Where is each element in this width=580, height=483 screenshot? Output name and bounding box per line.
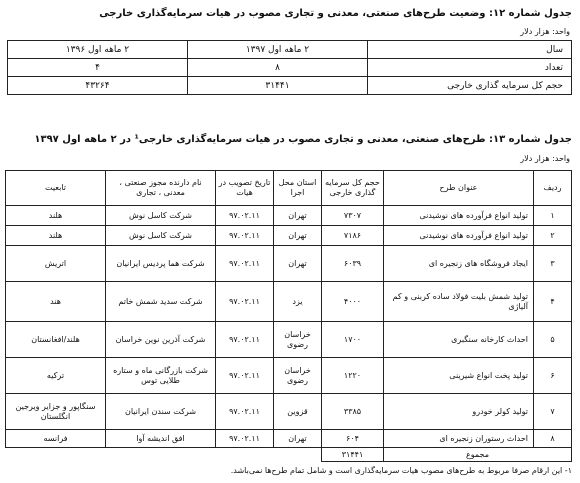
table13-cell: تهران (274, 246, 322, 282)
table13-cell: هند (6, 282, 106, 322)
table13-cell: ۹۷.۰۲.۱۱ (216, 226, 274, 246)
table13-cell: ۱ (534, 206, 572, 226)
table13-header-cell: حجم کل سرمایه گذاری خارجی (322, 171, 384, 206)
table13-cell: ترکیه (6, 358, 106, 394)
table-row (6, 246, 572, 282)
table13-cell: ۴ (534, 282, 572, 322)
table13-cell: هلند/افغانستان (6, 322, 106, 358)
table13-cell: ایجاد فروشگاه های زنجیره ای (384, 246, 534, 282)
table13-header-cell: عنوان طرح (384, 171, 534, 206)
table13-cell: شرکت سندن ایرانیان (106, 394, 216, 430)
table12-unit: واحد: هزار دلار (520, 27, 570, 36)
table-row (6, 282, 572, 322)
table13-cell: شرکت آذرین نوین خراسان (106, 322, 216, 358)
table13-cell: سنگاپور و جزایر ویرجین انگلستان (6, 394, 106, 430)
table12 (7, 40, 572, 95)
table13-cell: تولید انواع فرآورده های نوشیدنی (384, 226, 534, 246)
table-row (6, 394, 572, 430)
table13-cell: تولید کولر خودرو (384, 394, 534, 430)
table13-header-cell: نام دارنده مجوز صنعتی ، معدنی ، تجاری (106, 171, 216, 206)
table13-cell: ۳ (534, 246, 572, 282)
table12-header-cell: سال (368, 41, 572, 59)
table13-cell: افق اندیشه آوا (106, 430, 216, 448)
table13-cell: ۲ (534, 226, 572, 246)
table13-cell: شرکت بازرگانی ماه و ستاره طلایی توس (106, 358, 216, 394)
table13-cell: خراسان رضوی (274, 322, 322, 358)
table13-cell: تولید پخت انواع شیرینی (384, 358, 534, 394)
table13-unit: واحد: هزار دلار (520, 154, 570, 163)
footnote: ۱- این ارقام صرفا مربوط به طرح‌های مصوب هیات سرمایه‌گذاری است و شامل تمام طرح‌ها نمی‌باشد. (230, 466, 572, 475)
table-row (6, 358, 572, 394)
table13-cell: ۹۷.۰۲.۱۱ (216, 394, 274, 430)
table12-header-cell: ۲ ماهه اول ۱۳۹۶ (8, 41, 188, 59)
table13-cell: شرکت سدید شمش خاتم (106, 282, 216, 322)
table13-cell: خراسان رضوی (274, 358, 322, 394)
table13-cell: قزوین (274, 394, 322, 430)
table13-cell: ۶ (534, 358, 572, 394)
table13-cell: یزد (274, 282, 322, 322)
table13-total-label: مجموع (384, 448, 572, 462)
table13-cell: ۵ (534, 322, 572, 358)
table13-cell: ۸ (534, 430, 572, 448)
table12-cell: ۳۱۴۴۱ (188, 77, 368, 95)
table12-cell: حجم کل سرمایه گذاری خارجی (368, 77, 572, 95)
table13-header-row (6, 171, 572, 206)
table13 (5, 170, 572, 462)
table12-row (8, 77, 572, 95)
table12-caption: جدول شماره ۱۲: وضعیت طرح‌های صنعتی، معدنی و تجاری مصوب در هیات سرمایه‌گذاری خارجی (99, 8, 572, 19)
table13-cell: احداث کارخانه سنگبری (384, 322, 534, 358)
table13-cell: تهران (274, 206, 322, 226)
table13-cell: تولید انواع فرآورده های نوشیدنی (384, 206, 534, 226)
table12-row (8, 59, 572, 77)
table12-cell: تعداد (368, 59, 572, 77)
table-row (6, 430, 572, 448)
table13-cell: ۳۳۸۵ (322, 394, 384, 430)
table13-cell: ۹۷.۰۲.۱۱ (216, 246, 274, 282)
table13-cell: تهران (274, 226, 322, 246)
table13-cell: ۹۷.۰۲.۱۱ (216, 282, 274, 322)
table13-cell: ۹۷.۰۲.۱۱ (216, 322, 274, 358)
table13-cell: هلند (6, 206, 106, 226)
table13-cell: فرانسه (6, 430, 106, 448)
table13-cell: ۶۰۴ (322, 430, 384, 448)
table13-cell: ۱۲۲۰ (322, 358, 384, 394)
table13-cell: ۷۳۰۷ (322, 206, 384, 226)
table13-cell: ۹۷.۰۲.۱۱ (216, 206, 274, 226)
table13-cell: ۷۱۸۶ (322, 226, 384, 246)
table-row (6, 226, 572, 246)
table13-cell: ۶۰۳۹ (322, 246, 384, 282)
table13-cell: تهران (274, 430, 322, 448)
table12-header-cell: ۲ ماهه اول ۱۳۹۷ (188, 41, 368, 59)
table-row (6, 322, 572, 358)
table12-cell: ۴۳۲۶۴ (8, 77, 188, 95)
table13-cell: شرکت کاسل نوش (106, 206, 216, 226)
table13-header-cell: ردیف (534, 171, 572, 206)
table13-header-cell: تاریخ تصویب در هیات (216, 171, 274, 206)
table13-cell: اتریش (6, 246, 106, 282)
table12-header-row (8, 41, 572, 59)
table13-cell: ۱۷۰۰ (322, 322, 384, 358)
table13-total-value: ۳۱۴۴۱ (322, 448, 384, 462)
table13-header-cell: تابعیت (6, 171, 106, 206)
table13-cell: ۴۰۰۰ (322, 282, 384, 322)
table13-cell: احداث رستوران زنجیره ای (384, 430, 534, 448)
table13-total-row (6, 448, 572, 462)
table13-cell: ۷ (534, 394, 572, 430)
table13-total-blank (6, 448, 322, 462)
table13-cell: شرکت هما پردیس ایرانیان (106, 246, 216, 282)
table13-header-cell: استان محل اجرا (274, 171, 322, 206)
table13-cell: ۹۷.۰۲.۱۱ (216, 358, 274, 394)
table13-caption: جدول شماره ۱۳: طرح‌های صنعتی، معدنی و تجاری مصوب در هیات سرمایه‌گذاری خارجی¹ در ۲ ماهه اول ۱۳۹۷ (34, 134, 572, 145)
table-row (6, 206, 572, 226)
table13-cell: هلند (6, 226, 106, 246)
table12-cell: ۸ (188, 59, 368, 77)
table13-cell: تولید شمش بلیت فولاد ساده کربنی و کم آلیاژی (384, 282, 534, 322)
table12-cell: ۴ (8, 59, 188, 77)
table13-cell: ۹۷.۰۲.۱۱ (216, 430, 274, 448)
table13-cell: شرکت کاسل نوش (106, 226, 216, 246)
